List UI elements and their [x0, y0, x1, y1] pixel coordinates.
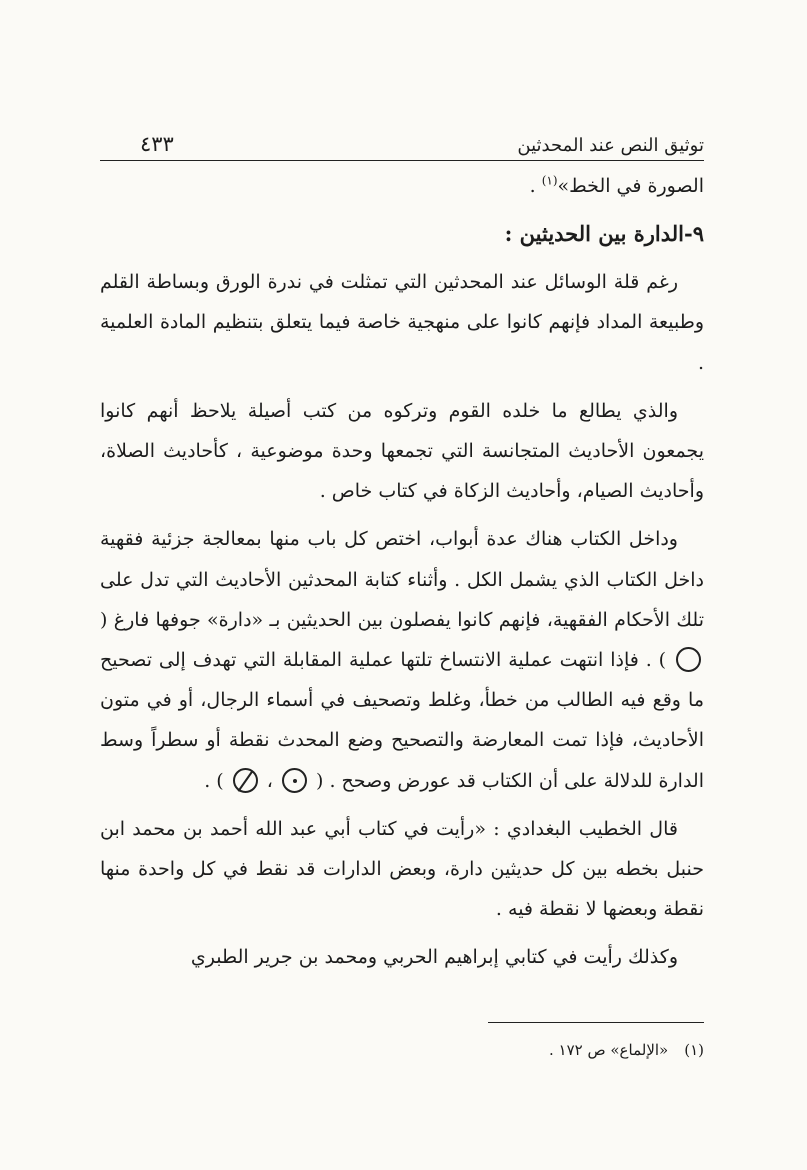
- paragraph: رغم قلة الوسائل عند المحدثين التي تمثلت في ندرة الورق وبساطة القلم وطبيعة المداد فإنهم كانوا على منهجية خاصة فيما يتعلق بتنظيم المادة العلمية .: [100, 271, 704, 374]
- paragraph: والذي يطالع ما خلده القوم وتركوه من كتب أصيلة يلاحظ أنهم كانوا يجمعون الأحاديث المتجانسة التي تجمعها وحدة موضوعية ، كأحاديث الصلاة، وأحاديث الصيام، وأحاديث الزكاة في كتاب خاص .: [100, 399, 704, 503]
- footnote-rule: [488, 1022, 704, 1023]
- footnote: [100, 1036, 704, 1064]
- header-rule: [100, 160, 704, 161]
- section-heading: ٩-الدارة بين الحديثين :: [504, 221, 704, 247]
- main-text: [100, 166, 704, 986]
- dotted-circle-icon: [282, 768, 307, 793]
- page-header: [100, 116, 704, 156]
- paragraph: قال الخطيب البغدادي : «رأيت في كتاب أبي عبد الله أحمد بن محمد ابن حنبل بخطه بين كل حديثين دارة، وبعض الدارات قد نقط في كل واحدة منها نقطة وبعضها لا نقطة فيه .: [100, 817, 704, 921]
- footnote-number: (١): [684, 1041, 704, 1059]
- running-title: توثيق النص عند المحدثين: [517, 135, 704, 156]
- paragraph-continuation: الصورة في الخط»$^{(١)}$ .: [529, 173, 704, 197]
- slashed-circle-icon: [233, 768, 258, 793]
- footnote-ref: (١): [541, 173, 558, 188]
- empty-circle-icon: [676, 647, 701, 672]
- footnote-text: «الإلماع» ص ١٧٢ .: [548, 1041, 669, 1059]
- page-number: ٤٣٣: [140, 132, 174, 156]
- paragraph: وداخل الكتاب هناك عدة أبواب، اختص كل باب منها بمعالجة جزئية فقهية داخل الكتاب الذي يشمل الكل . وأثناء كتابة المحدثين الأحاديث التي تدل على تلك الأحكام الفقهية، فإنهم كانوا يفصلون بين الحديثين بـ «دارة» جوفها فارغ ( ) . فإذا انتهت عملية الانتساخ تلتها عملية المقابلة التي تهدف إلى تصحيح ما وقع فيه الطالب من خطأ، وغلط وتصحيف في أسماء الرجال، أو في متون الأحاديث، فإذا تمت المعارضة والتصحيح وضع المحدث نقطة أو سطراً وسط الدارة للدلالة على أن الكتاب قد عورض وصحح . ( ، ) .: [100, 528, 704, 792]
- paragraph: وكذلك رأيت في كتابي إبراهيم الحربي ومحمد بن جرير الطبري: [190, 946, 678, 969]
